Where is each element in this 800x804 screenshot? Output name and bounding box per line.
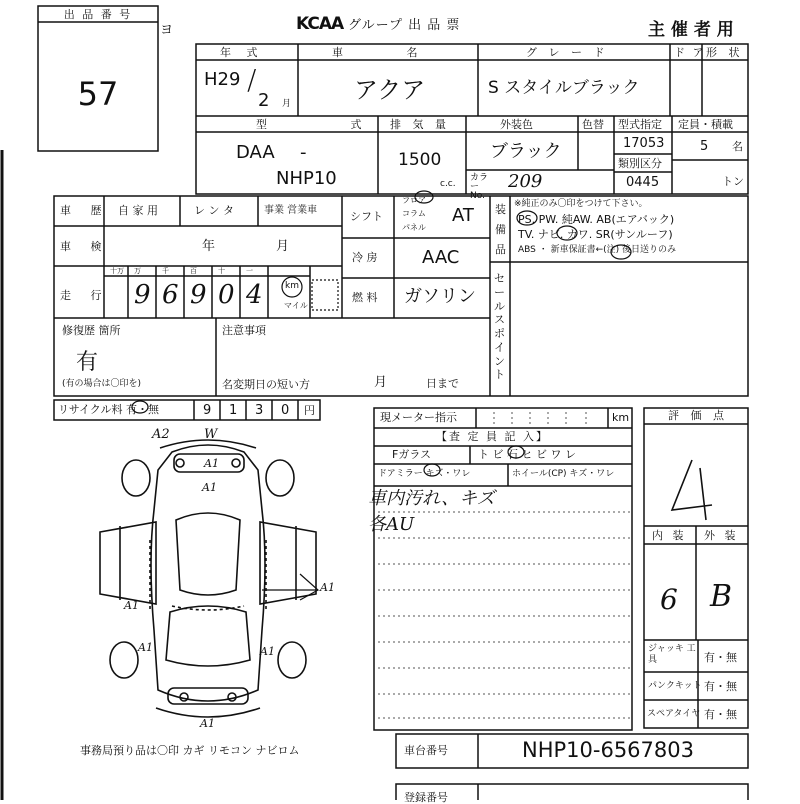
ac-value: AAC	[422, 247, 460, 268]
history-business[interactable]: 事業 営業車	[264, 205, 318, 216]
sales-point-label: セールスポイント	[494, 272, 505, 382]
score-label: 評 価 点	[668, 409, 728, 422]
shift-floor[interactable]: フロア	[402, 196, 426, 205]
name-change-day: 日まで	[426, 377, 459, 390]
yo-mark: ヨ	[160, 23, 174, 38]
equipment-line3: ABS ・ 新車保証書←(注) 後日送りのみ	[518, 245, 677, 255]
lot-label: 出 品 番 号	[63, 8, 133, 21]
repair-label: 修復歴 箇所	[62, 324, 121, 337]
diagram-mark-rear-left: A1	[138, 641, 153, 654]
year-era: H29	[204, 69, 241, 90]
jack-label: ジャッキ 工 具	[648, 644, 696, 665]
vehicle-name: アクア	[354, 76, 426, 104]
mileage-digit-label: 一	[246, 267, 253, 275]
capacity-value: 5	[700, 139, 709, 154]
exterior-color-label: 外装色	[500, 118, 533, 131]
color-no-label: カラー No.	[470, 173, 489, 201]
inspector-note-1: 車内汚れ、キズ	[368, 488, 495, 509]
inspector-title: 【査 定 員 記 入】	[436, 430, 549, 443]
mileage-label: 走 行	[60, 289, 110, 302]
category-label: 類別区分	[618, 157, 662, 170]
chassis-number: NHP10-6567803	[522, 738, 694, 762]
load-unit: トン	[722, 175, 744, 188]
name-change-month: 月	[374, 375, 388, 390]
recycle-digit-2: 1	[229, 403, 238, 418]
equipment-line2: TV. ナビ. カワ. SR(サンルーフ)	[518, 228, 673, 241]
inspection-label: 車 検	[60, 240, 110, 253]
diagram-mark-a2: A2	[152, 427, 170, 442]
chassis-label: 車台番号	[404, 744, 448, 757]
equipment-note: ※純正のみ〇印をつけて下さい。	[514, 199, 648, 209]
recycle-unit: 円	[304, 404, 315, 417]
office-note: 事務局預り品は〇印 カギ リモコン ナビロム	[80, 744, 300, 757]
grade-value: S スタイルブラック	[488, 78, 640, 98]
recycle-digit-1: 9	[203, 403, 212, 418]
mileage-digit: 9	[134, 280, 151, 310]
history-label: 車 歴	[60, 204, 110, 217]
diagram-mark-front: A1	[204, 457, 219, 470]
displacement-label: 排 気 量	[390, 118, 450, 131]
inspection-month: 月	[276, 239, 290, 254]
mileage-digit: 4	[246, 280, 263, 310]
spare-value[interactable]: 有・無	[704, 708, 737, 721]
diagram-mark-w: W	[204, 427, 218, 442]
exterior-color: ブラック	[490, 141, 562, 162]
mileage-digit: 6	[162, 280, 179, 310]
interior-label: 内 装	[652, 529, 687, 542]
name-change-label: 名変期日の短い方	[222, 378, 310, 391]
interior-score: 6	[660, 583, 678, 616]
model-label: 型 式	[256, 118, 402, 131]
wheel-label: ホイール(CP) キズ・ワレ	[512, 469, 615, 479]
repair-note: (有の場合は〇印を)	[62, 379, 142, 389]
group-title: グループ 出 品 票	[348, 18, 461, 33]
model-code: NHP10	[276, 168, 337, 189]
diagram-mark-rear-right: A1	[260, 645, 275, 658]
repair-value: 有	[76, 350, 99, 375]
history-rental[interactable]: レ ン タ	[194, 204, 234, 217]
mile-unit[interactable]: マイル	[284, 301, 308, 310]
displacement-value: 1500	[398, 150, 442, 170]
recycle-label: リサイクル料 有・無	[58, 403, 159, 416]
year-slash: /	[247, 63, 257, 96]
type-designation-label: 型式指定	[618, 118, 662, 131]
recycle-digit-3: 3	[255, 403, 264, 418]
puncture-label: パンクキット	[648, 681, 702, 691]
mileage-digit: 9	[190, 280, 207, 310]
caution-label: 注意事項	[222, 324, 266, 337]
diagram-mark-right: A1	[320, 581, 335, 594]
mileage-digit-label: 万	[134, 267, 141, 275]
year-label: 年 式	[220, 46, 264, 59]
cc-unit: c.c.	[440, 179, 456, 189]
lot-number: 57	[77, 75, 119, 113]
name-label: 車 名	[332, 46, 448, 59]
shift-label: シフト	[350, 210, 383, 223]
category-value: 0445	[626, 175, 660, 190]
mileage-digit-label: 十	[218, 267, 225, 275]
shift-value: AT	[452, 205, 474, 226]
shift-column[interactable]: コラム	[402, 209, 426, 218]
history-private[interactable]: 自 家 用	[118, 204, 158, 217]
model-prefix: DAA	[236, 142, 275, 163]
capacity-unit: 名	[732, 140, 743, 153]
mileage-digit: 0	[218, 280, 235, 310]
meter-label: 現メーター指示	[380, 411, 457, 424]
diagram-mark-hood: A1	[202, 481, 217, 494]
km-unit[interactable]: km	[285, 281, 299, 291]
brand-logo: KCAA	[296, 14, 344, 34]
mileage-digit-label: 百	[190, 267, 197, 275]
mirror-label: ドアミラー キズ・ワレ	[378, 469, 471, 479]
model-dash: -	[300, 142, 307, 163]
equipment-line1: PS. PW. 純AW. AB(エアバック)	[518, 213, 675, 226]
door-label: ド ア	[674, 46, 706, 59]
score-value	[660, 450, 661, 451]
inspector-note-2: 各AU	[368, 514, 415, 535]
fuel-label: 燃 料	[352, 291, 378, 304]
host-use-label: 主 催 者 用	[648, 20, 734, 40]
year-month: 2	[258, 90, 270, 111]
type-designation: 17053	[623, 136, 665, 151]
glass-label: Fガラス	[392, 448, 431, 461]
glass-options: ト ビ 石 ヒ ビ ワ レ	[478, 448, 576, 461]
shift-panel[interactable]: パネル	[402, 223, 426, 232]
grade-label: グ レ ー ド	[526, 46, 609, 59]
equipment-label: 装 備 品	[495, 203, 506, 256]
mileage-digit-label: 千	[162, 267, 169, 275]
exterior-score: B	[710, 579, 733, 614]
exterior-label: 外 装	[704, 529, 739, 542]
fuel-value: ガソリン	[404, 286, 476, 307]
color-no: 209	[508, 171, 543, 192]
shape-label: 形 状	[706, 46, 744, 59]
recycle-digit-4: 0	[281, 403, 290, 418]
color-change-label: 色替	[582, 118, 604, 131]
meter-unit: km	[612, 411, 630, 424]
ac-label: 冷 房	[352, 251, 378, 264]
diagram-mark-rear: A1	[200, 717, 215, 730]
registration-label: 登録番号	[404, 791, 448, 804]
capacity-label: 定員・積載	[678, 118, 733, 131]
spare-label: スペアタイヤ	[647, 709, 701, 719]
jack-value[interactable]: 有・無	[704, 651, 737, 664]
diagram-mark-left: A1	[124, 599, 139, 612]
month-unit: 月	[282, 99, 292, 109]
puncture-value[interactable]: 有・無	[704, 680, 737, 693]
inspection-year: 年	[202, 239, 216, 254]
mileage-digit-label: 十万	[110, 267, 124, 275]
